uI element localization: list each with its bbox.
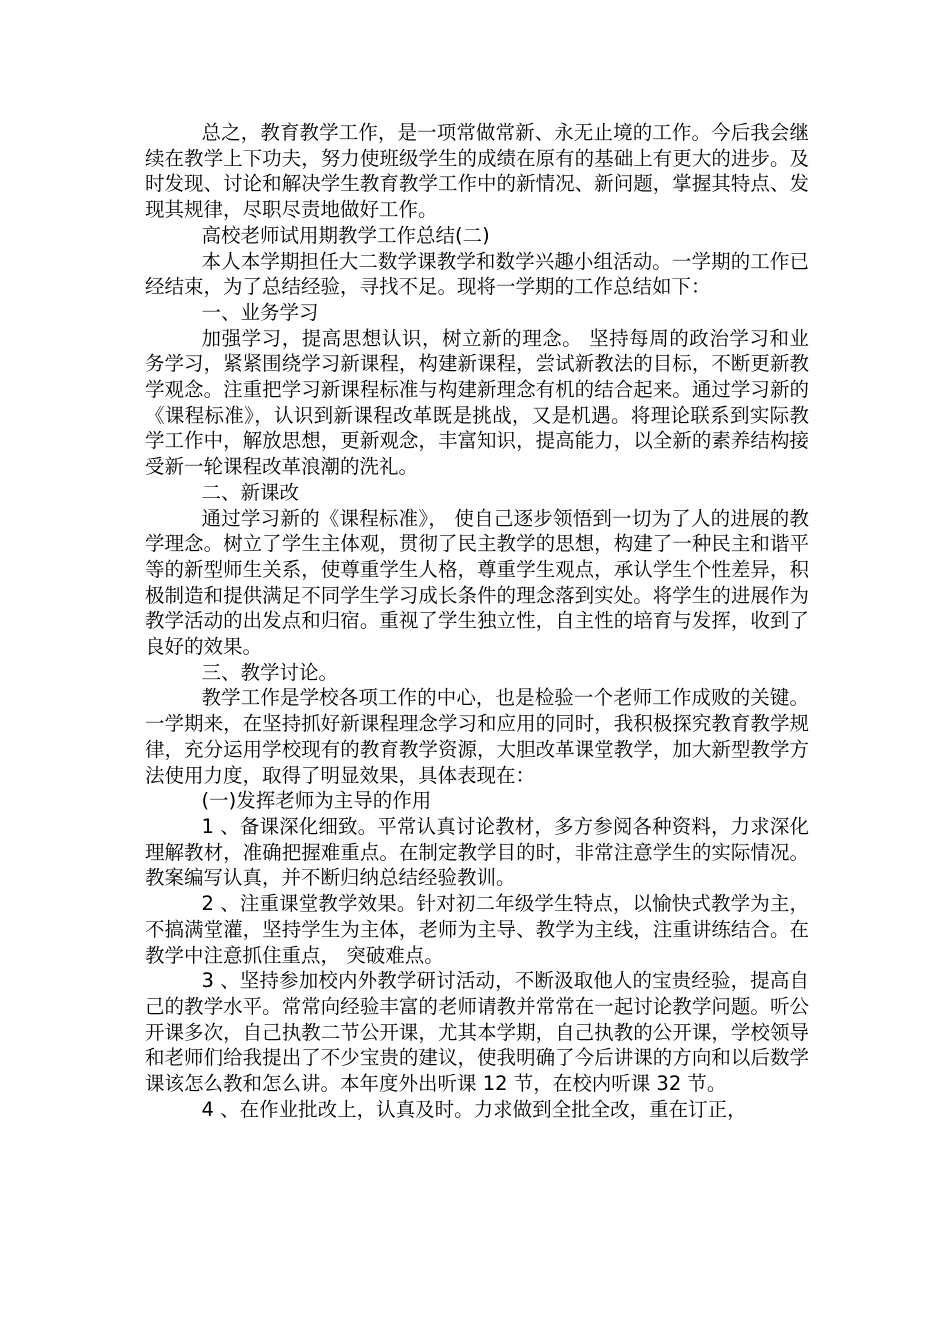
paragraph-teaching-discussion: 教学工作是学校各项工作的中心，也是检验一个老师工作成败的关键。一学期来，在坚持抓好新课程理念学习和应用的同时，我积极探究教育教学规律，充分运用学校现有的教育教学资源，大胆改革课堂教学，加大新型教学方法使用力度，取得了明显效果，具体表现在：	[145, 686, 809, 787]
heading-business-study: 一、业务学习	[201, 300, 319, 324]
heading-new-curriculum: 二、新课改	[201, 480, 300, 504]
list-item-3: 3 、坚持参加校内外教学研讨活动，不断汲取他人的宝贵经验，提高自己的教学水平。常常向经验丰富的老师请教并常常在一起讨论教学问题。听公开课多次，自己执教二节公开课，尤其本学期，自己执教的公开课，学校领导和老师们给我提出了不少宝贵的建议，使我明确了今后讲课的方向和以后数学课该怎么教和怎么讲。本年度外出听课 12 节，在校内听课 32 节。	[145, 969, 809, 1096]
paragraph-intro: 本人本学期担任大二数学课教学和数学兴趣小组活动。一学期的工作已经结束，为了总结经验，寻找不足。现将一学期的工作总结如下：	[145, 249, 809, 299]
list-item-1: 1 、备课深化细致。平常认真讨论教材，多方参阅各种资料，力求深化理解教材，准确把握难重点。在制定教学目的时，非常注意学生的实际情况。教案编写认真，并不断归纳总结经验教训。	[145, 814, 809, 890]
document-body	[145, 120, 809, 1122]
subheading-teacher-leading: (一)发挥老师为主导的作用	[201, 789, 432, 813]
paragraph-business-study: 加强学习，提高思想认识，树立新的理念。 坚持每周的政治学习和业务学习，紧紧围绕学习新课程，构建新课程，尝试新教法的目标，不断更新教学观念。注重把学习新课程标准与构建新理念有机的结合起来。通过学习新的《课程标准》，认识到新课程改革既是挑战，又是机遇。将理论联系到实际教学工作中，解放思想，更新观念，丰富知识，提高能力，以全新的素养结构接受新一轮课程改革浪潮的洗礼。	[145, 326, 809, 479]
heading-teaching-discussion: 三、教学讨论。	[201, 660, 339, 684]
list-item-2: 2 、注重课堂教学效果。针对初二年级学生特点，以愉快式教学为主，不搞满堂灌，坚持学生为主体，老师为主导、教学为主线，注重讲练结合。在教学中注意抓住重点， 突破难点。	[145, 892, 809, 967]
section-title: 高校老师试用期教学工作总结(二)	[201, 223, 490, 247]
paragraph-new-curriculum: 通过学习新的《课程标准》， 使自己逐步领悟到一切为了人的进展的教学理念。树立了学生主体观，贯彻了民主教学的思想，构建了一种民主和谐平等的新型师生关系，使尊重学生人格，尊重学生观点，承认学生个性差异，积极制造和提供满足不同学生学习成长条件的理念落到实处。将学生的进展作为教学活动的出发点和归宿。重视了学生独立性，自主性的培育与发挥，收到了良好的效果。	[145, 506, 809, 659]
paragraph-conclusion: 总之，教育教学工作，是一项常做常新、永无止境的工作。今后我会继续在教学上下功夫，努力使班级学生的成绩在原有的基础上有更大的进步。及时发现、讨论和解决学生教育教学工作中的新情况、新问题，掌握其特点、发现其规律，尽职尽责地做好工作。	[145, 121, 809, 222]
list-item-4: 4 、在作业批改上，认真及时。力求做到全批全改，重在订正，	[201, 1097, 747, 1121]
